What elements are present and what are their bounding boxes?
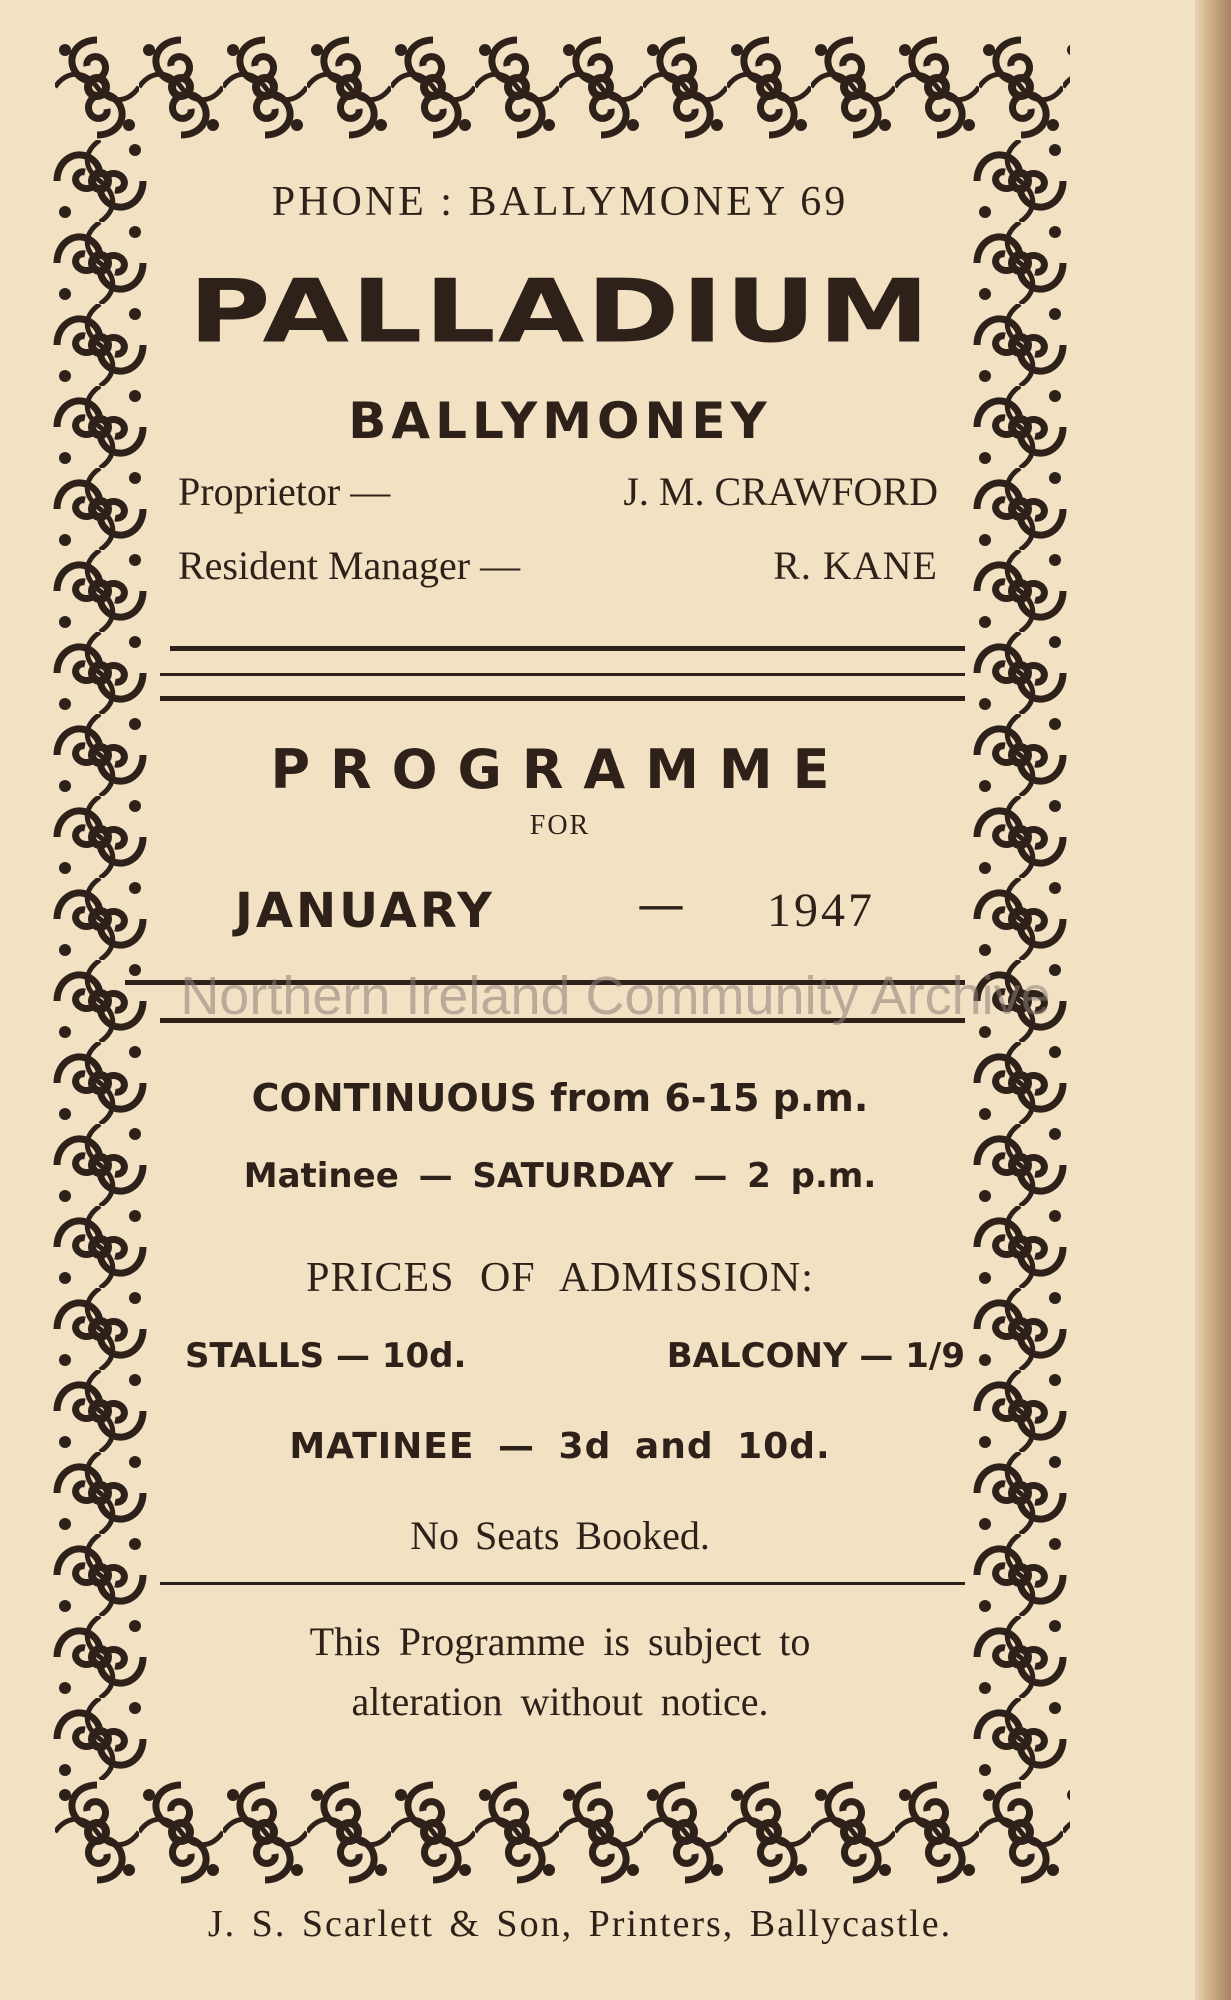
no-seats-booked: No Seats Booked. [410,1513,710,1558]
matinee-price: MATINEE — 3d and 10d. [289,1426,831,1467]
printer-credit: J. S. Scarlett & Son, Printers, Ballycastle. [207,1903,953,1945]
manager-name: R. KANE [773,543,938,588]
archive-watermark: Northern Ireland Community Archive [180,966,1051,1026]
cinema-name: PALLADIUM [188,260,932,363]
manager-label: Resident Manager — [178,543,521,588]
proprietor-row [178,468,938,515]
ornamental-border-top [55,30,1070,145]
notice-line-1: This Programme is subject to [309,1619,811,1664]
proprietor-name: J. M. CRAWFORD [623,469,938,514]
programme-month: JANUARY [235,883,495,939]
for-label: FOR [529,810,591,841]
divider-rule [170,646,965,651]
divider-rule [160,1582,965,1585]
phone-number: PHONE : BALLYMONEY 69 [271,179,849,225]
ornamental-border-left [45,140,155,1780]
programme-year: 1947 [767,884,875,937]
continuous-showing: CONTINUOUS from 6-15 p.m. [251,1076,869,1120]
stalls-price: STALLS — 10d. [185,1336,467,1376]
matinee-time: Matinee — SATURDAY — 2 p.m. [243,1156,877,1196]
admission-heading: PRICES OF ADMISSION: [306,1255,814,1301]
cinema-town: BALLYMONEY [348,392,772,450]
notice-line-2: alteration without notice. [351,1679,769,1724]
ticket-prices [185,1336,965,1386]
programme-heading: PROGRAMME [270,738,850,801]
programme-card [160,150,965,1775]
balcony-price: BALCONY — 1/9 [666,1336,965,1376]
divider-rule [160,696,965,701]
ornamental-border-bottom [55,1775,1070,1885]
proprietor-label: Proprietor — [178,469,391,514]
divider-rule [160,673,965,676]
programme-date [235,877,875,943]
manager-row [178,542,938,589]
ornamental-border-right [965,140,1075,1780]
date-dash: — [637,877,688,933]
